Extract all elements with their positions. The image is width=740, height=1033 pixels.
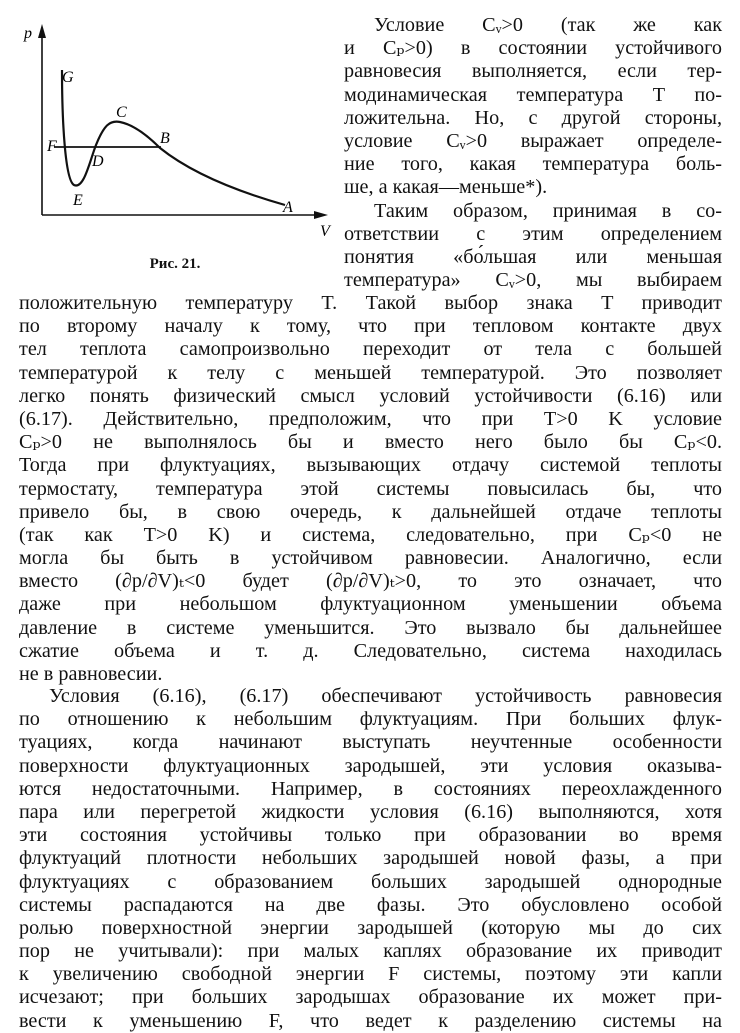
label-p: p — [24, 25, 32, 42]
label-g: G — [62, 69, 74, 86]
text-line: флуктуациях с образованием больших зародышей однородные — [19, 870, 722, 893]
right-column-text — [344, 14, 722, 292]
label-c: C — [116, 104, 127, 121]
text-line: положительную температуру T. Такой выбор знака T приводит — [19, 292, 722, 314]
text-line: ются недостаточными. Например, в состояниях переохлажденного — [19, 777, 722, 800]
text-line: давление в системе уменьшится. Это вызвало бы дальнейшее — [19, 616, 722, 639]
text-line: ние того, какая температура боль- — [344, 153, 722, 176]
text-line: Таким образом, принимая в со- — [374, 199, 722, 222]
text-line: по второму началу к тому, что при тепловом контакте двух — [19, 315, 722, 338]
text-line: Тогда при флуктуациях, вызывающих отдачу системой теплоты — [19, 454, 722, 477]
text-line: ше, а какая—меньше*). — [344, 176, 548, 199]
text-line: температурой к телу с меньшей температурой. Это позволяет — [19, 361, 722, 384]
text-line: понятия «бо́льшая или меньшая — [344, 245, 722, 268]
text-line: поверхности флуктуационных зародышей, эти условия оказыва- — [19, 754, 722, 777]
label-f: F — [47, 138, 57, 155]
pv-diagram — [10, 10, 340, 250]
text-line: к увеличению свободной энергии F системы, поэтому эти капли — [19, 963, 722, 986]
text-line: системы распадаются на две фазы. Это обусловлено особой — [19, 893, 722, 916]
label-b: B — [160, 130, 170, 147]
text-line: температура» Cᵥ>0, мы выбираем — [344, 269, 722, 292]
text-line: и Cₚ>0) в состоянии устойчивого — [344, 37, 722, 60]
label-e: E — [73, 192, 83, 209]
text-line: туациях, когда начинают выступать неучтенные особенности — [19, 731, 722, 754]
paragraph-1-continuation — [19, 292, 722, 686]
text-line: флуктуаций плотности небольших зародышей новой фазы, а при — [19, 847, 722, 870]
isotherm-curve — [62, 70, 285, 205]
text-line: вести к уменьшению F, что ведет к разделению системы на — [19, 1009, 722, 1032]
text-line: Cₚ>0 не выполнялось бы и вместо него было бы Cₚ<0. — [19, 431, 722, 454]
text-line: ролью поверхностной энергии зародышей (которую мы до сих — [19, 916, 722, 939]
text-line: могла бы быть в устойчивом равновесии. Аналогично, если — [19, 547, 722, 570]
text-line: легко понять физический смысл условий устойчивости (6.16) или — [19, 384, 722, 407]
text-line: пор не учитывали): при малых каплях образование их приводит — [19, 940, 722, 963]
text-line: (так как T>0 K) и система, следовательно, при Cₚ<0 не — [19, 523, 722, 546]
text-line: равновесия выполняется, если тер- — [344, 60, 722, 83]
text-line: Условие Cᵥ>0 (так же как — [374, 14, 722, 36]
text-line: не в равновесии. — [19, 663, 163, 685]
text-line: эти состояния устойчивы только при образовании во время — [19, 824, 722, 847]
y-axis-arrow-icon — [38, 24, 46, 38]
text-line: ответствии с этим определением — [344, 222, 722, 245]
text-line: модинамическая температура T по- — [344, 83, 722, 106]
text-line: пара или перегретой жидкости условия (6.16) выполняются, хотя — [19, 800, 722, 823]
text-line: по отношению к небольшим флуктуациям. При больших флук- — [19, 708, 722, 731]
text-line: сжатие объема и т. д. Следовательно, система находилась — [19, 639, 722, 662]
label-v: V — [320, 223, 330, 240]
text-line: исчезают; при больших зародышах образование их может при- — [19, 986, 722, 1009]
paragraph-2 — [19, 685, 722, 1033]
text-line: привело бы, в свою очередь, к дальнейшей отдаче теплоты — [19, 500, 722, 523]
text-line: Условия (6.16), (6.17) обеспечивают устойчивость равновесия — [49, 685, 722, 707]
label-a: A — [283, 199, 293, 216]
figure-21 — [10, 10, 340, 272]
figure-caption: Рис. 21. — [149, 256, 201, 272]
text-line: даже при небольшом флуктуационном уменьшении объема — [19, 593, 722, 616]
x-axis-arrow-icon — [314, 211, 328, 219]
label-d: D — [92, 153, 104, 170]
text-line: тел теплота самопроизвольно переходит от тела с большей — [19, 338, 722, 361]
text-line: ложительна. Но, с другой стороны, — [344, 106, 722, 129]
text-line: (6.17). Действительно, предположим, что при T>0 K условие — [19, 407, 722, 430]
text-line: термостату, температура этой системы повысилась бы, что — [19, 477, 722, 500]
text-line: вместо (∂p/∂V)ₜ<0 будет (∂p/∂V)ₜ>0, то это означает, что — [19, 570, 722, 593]
text-line: условие Cᵥ>0 выражает определе- — [344, 129, 722, 152]
